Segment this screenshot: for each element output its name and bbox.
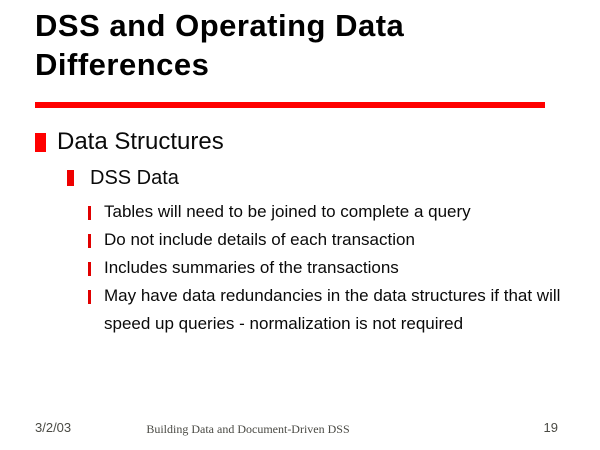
bullet-text-level3: Do not include details of each transaction	[104, 230, 415, 249]
footer-date: 3/2/03	[35, 420, 72, 435]
tick-bullet-icon	[88, 262, 91, 276]
list-item	[88, 282, 575, 338]
list-item	[88, 198, 575, 226]
footer-presentation-title: Building Data and Document-Driven DSS	[146, 422, 350, 436]
slide-title: DSS and Operating Data Differences	[35, 8, 405, 82]
bar-bullet-icon	[67, 170, 74, 186]
bullet-text-level3: Includes summaries of the transactions	[104, 258, 399, 277]
list-item	[88, 226, 575, 254]
tick-bullet-icon	[88, 234, 91, 248]
bullet-text-level1: Data Structures	[57, 128, 224, 155]
bullet-item-level2	[67, 166, 575, 190]
bullet-text-level2: DSS Data	[90, 167, 179, 189]
bullet-item-level1	[35, 128, 575, 156]
bullet-text-level3: May have data redundancies in the data structures if that will speed up queries - normalization is not required	[104, 286, 561, 333]
slide-body	[35, 128, 575, 338]
title-underline-rule	[35, 102, 545, 108]
list-item	[88, 254, 575, 282]
footer-page-number: 19	[543, 420, 558, 435]
tick-bullet-icon	[88, 206, 91, 220]
bullet-text-level3: Tables will need to be joined to complete a query	[104, 202, 471, 221]
tick-bullet-icon	[88, 290, 91, 304]
square-bullet-icon	[35, 133, 46, 152]
bullet-list-level3	[88, 198, 575, 338]
